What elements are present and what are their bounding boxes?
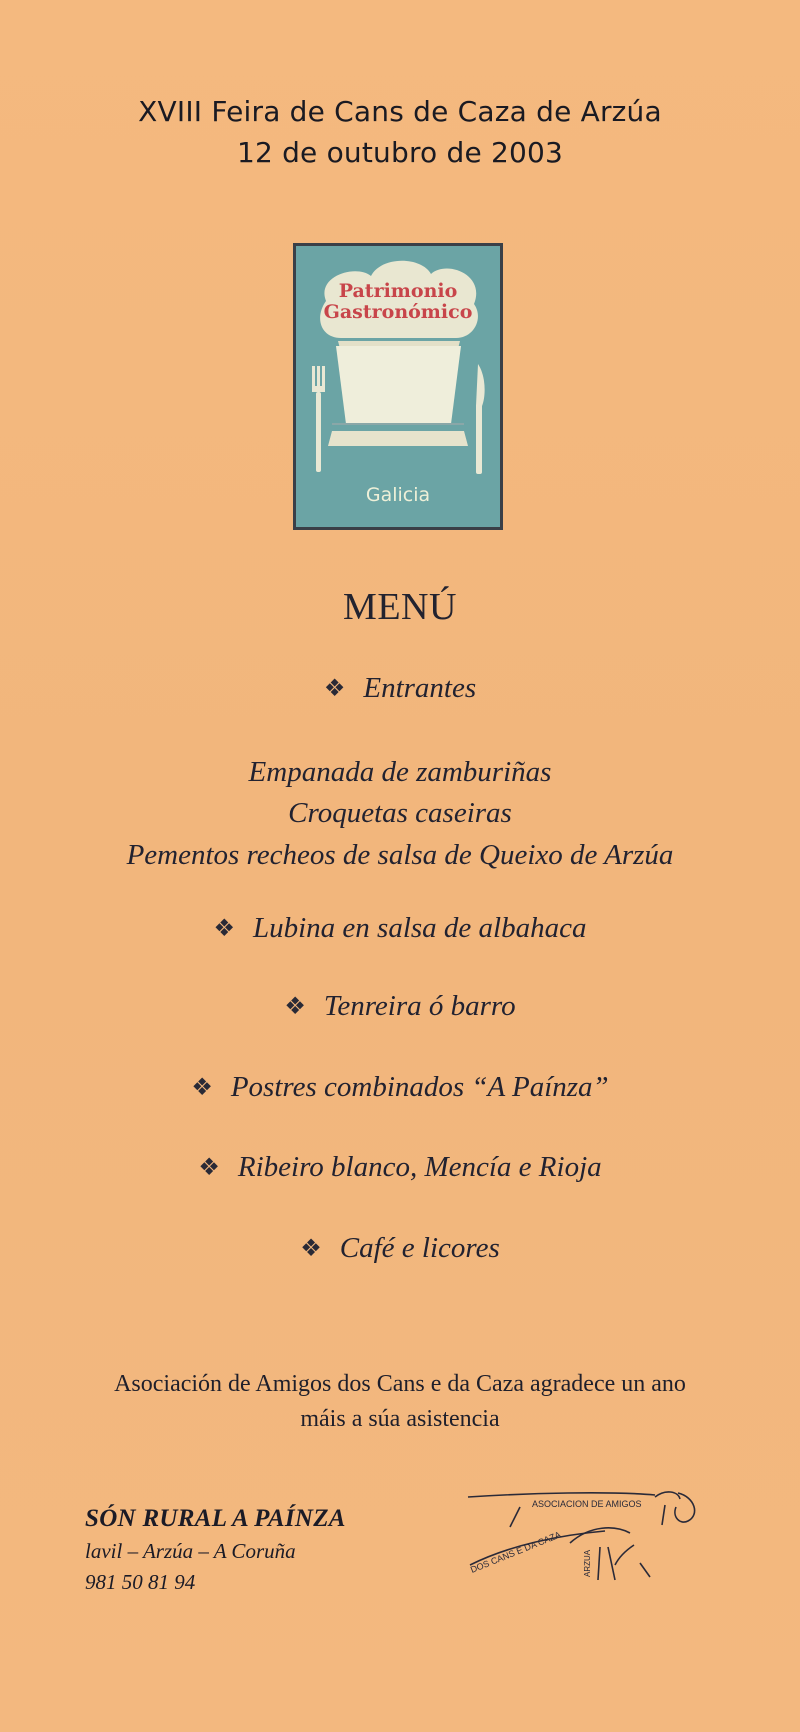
menu-section-starters <box>0 672 800 705</box>
menu-heading: MENÚ <box>343 586 457 628</box>
event-title <box>0 92 800 173</box>
four-diamond-bullet-icon: ❖ <box>213 916 235 942</box>
stamp-text-top: ASOCIACION DE AMIGOS <box>532 1499 642 1509</box>
thank-you-note <box>0 1367 800 1437</box>
thank-you-line1: Asociación de Amigos dos Cans e da Caza agradece un ano <box>114 1371 686 1397</box>
course-label: Ribeiro blanco, Mencía e Rioja <box>237 1151 602 1183</box>
thank-you-line2: máis a súa asistencia <box>300 1405 500 1432</box>
starter-item: Pementos recheos de salsa de Queixo de Arzúa <box>126 838 674 871</box>
menu-course <box>0 912 800 945</box>
stamp-text-arc: DOS CANS E DA CAZA <box>469 1529 563 1575</box>
stamp-text-side: ARZUA <box>583 1549 592 1577</box>
association-stamp <box>450 1485 715 1590</box>
four-diamond-bullet-icon: ❖ <box>198 1155 220 1181</box>
logo-title <box>296 281 500 323</box>
restaurant-address: lavil – Arzúa – A Coruña <box>85 1539 296 1563</box>
logo-region: Galicia <box>365 484 431 506</box>
logo-title-line1: Patrimonio <box>338 280 458 302</box>
four-diamond-bullet-icon: ❖ <box>323 676 346 702</box>
course-label: Tenreira ó barro <box>323 990 516 1022</box>
course-label: Lubina en salsa de albahaca <box>253 912 587 944</box>
restaurant-name: SÓN RURAL A PAÍNZA <box>85 1505 346 1532</box>
course-label: Café e licores <box>339 1232 500 1264</box>
course-label: Postres combinados “A Paínza” <box>230 1071 609 1103</box>
four-diamond-bullet-icon: ❖ <box>300 1236 322 1262</box>
starter-item: Empanada de zamburiñas <box>248 756 552 788</box>
patrimonio-gastronomico-logo <box>293 243 503 530</box>
menu-course <box>0 1232 800 1265</box>
starters-list <box>0 752 800 876</box>
four-diamond-bullet-icon: ❖ <box>284 994 306 1020</box>
menu-course <box>0 990 800 1023</box>
menu-course <box>0 1151 800 1184</box>
starters-label: Entrantes <box>363 672 477 704</box>
event-name: XVIII Feira de Cans de Caza de Arzúa <box>138 95 662 128</box>
menu-course <box>0 1071 800 1104</box>
starter-item: Croquetas caseiras <box>288 797 512 830</box>
restaurant-info <box>85 1505 346 1595</box>
logo-title-line2: Gastronómico <box>323 300 473 323</box>
event-date: 12 de outubro de 2003 <box>236 135 564 169</box>
restaurant-phone: 981 50 81 94 <box>85 1570 196 1594</box>
four-diamond-bullet-icon: ❖ <box>191 1075 213 1101</box>
